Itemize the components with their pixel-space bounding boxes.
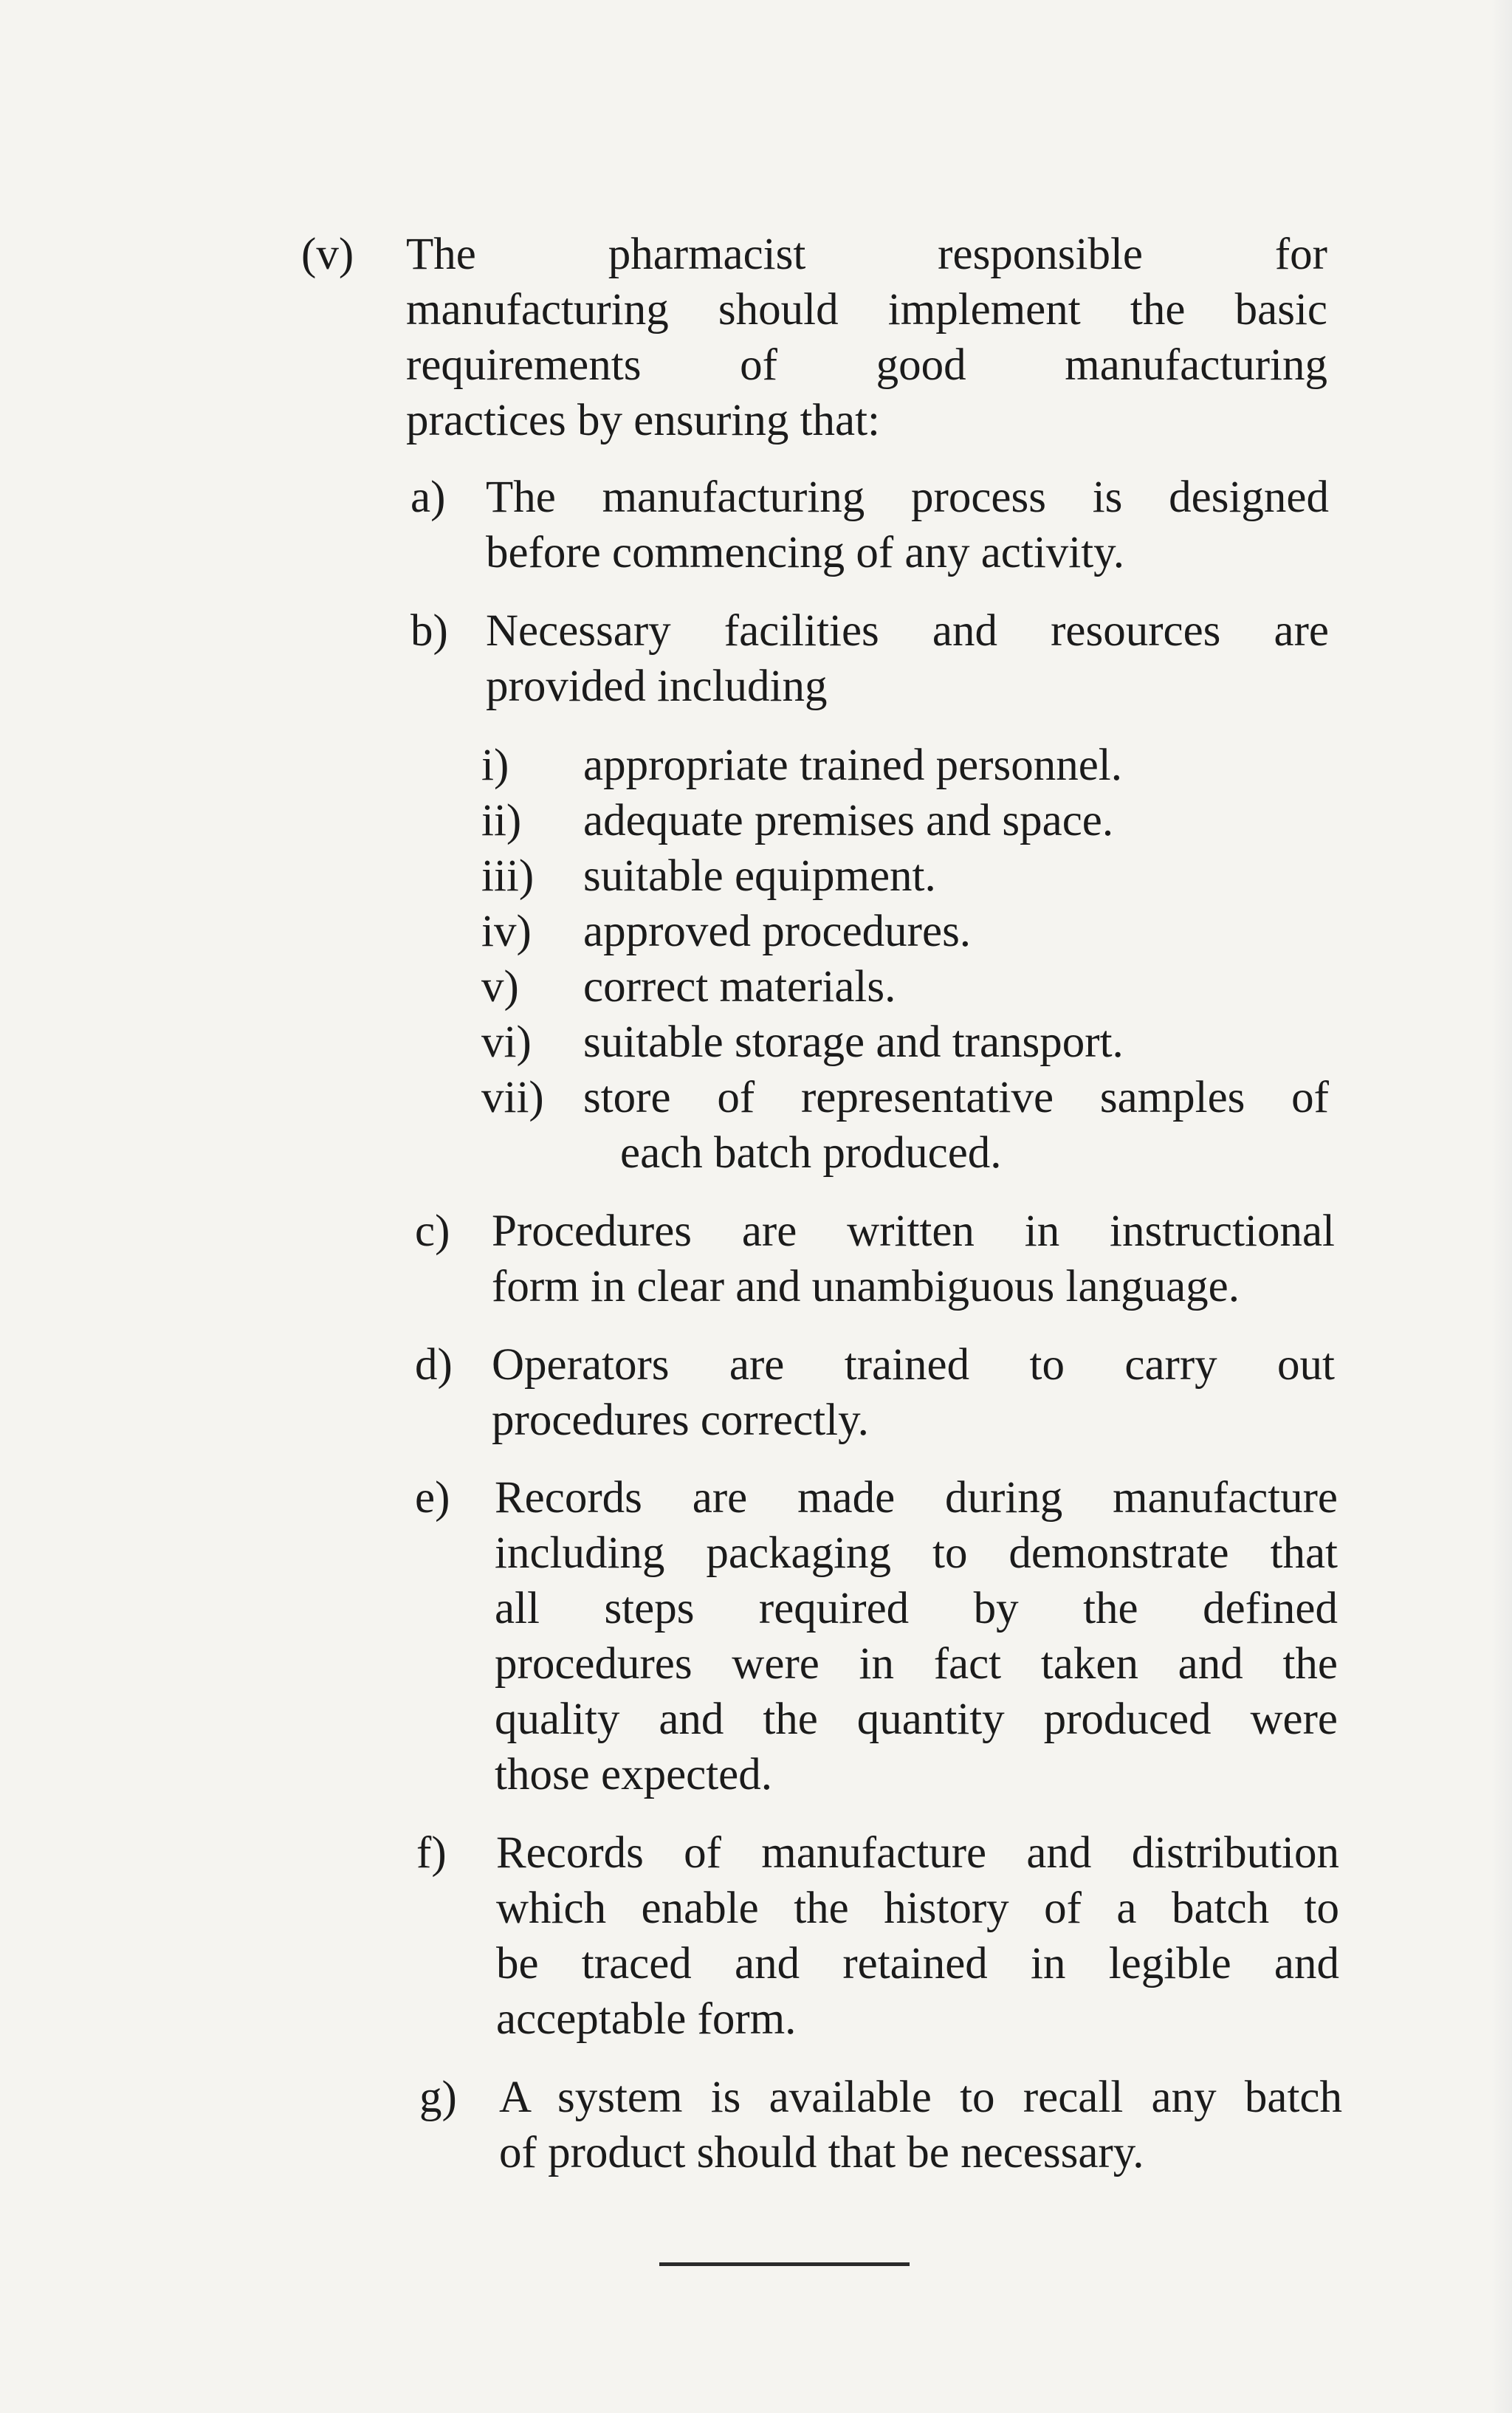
item-line: form in clear and unambiguous language. [492, 1262, 1240, 1311]
subitem-line: correct materials. [583, 962, 896, 1012]
subitem-marker: v) [481, 962, 519, 1012]
subitem-line: adequate premises and space. [583, 796, 1114, 845]
item-marker: g) [419, 2073, 457, 2122]
item-line: including packaging to demonstrate that [495, 1528, 1338, 1578]
item-line: those expected. [495, 1750, 773, 1799]
subitem-line: suitable storage and transport. [583, 1017, 1124, 1067]
item-line: provided including [486, 662, 828, 711]
item-line: acceptable form. [496, 1994, 797, 2044]
subitem-line: appropriate trained personnel. [583, 741, 1123, 790]
subitem-line: store of representative samples of [583, 1073, 1329, 1122]
item-line: procedures were in fact taken and the [495, 1639, 1338, 1689]
subitem-marker: iii) [481, 851, 535, 901]
subitem-line: each batch produced. [620, 1128, 1002, 1178]
item-line: Procedures are written in instructional [492, 1206, 1335, 1256]
section-line: The pharmacist responsible for [406, 230, 1327, 279]
item-line: be traced and retained in legible and [496, 1939, 1339, 1988]
item-line: before commencing of any activity. [486, 528, 1124, 577]
section-line: requirements of good manufacturing [406, 340, 1327, 390]
subitem-marker: vi) [481, 1017, 532, 1067]
subitem-marker: i) [481, 741, 509, 790]
section-line: practices by ensuring that: [406, 396, 880, 445]
subitem-marker: vii) [481, 1073, 544, 1122]
item-line: procedures correctly. [492, 1396, 869, 1445]
subitem-line: approved procedures. [583, 907, 972, 956]
scan-edge-shadow [1491, 0, 1512, 2413]
section-number: (v) [301, 230, 354, 279]
item-marker: f) [416, 1828, 447, 1878]
item-line: of product should that be necessary. [499, 2128, 1144, 2177]
item-line: Operators are trained to carry out [492, 1340, 1335, 1390]
item-marker: e) [415, 1473, 450, 1523]
item-line: Necessary facilities and resources are [486, 606, 1329, 656]
item-line: all steps required by the defined [495, 1584, 1338, 1633]
item-line: A system is available to recall any batch [499, 2073, 1342, 2122]
item-marker: a) [410, 473, 446, 522]
subitem-marker: iv) [481, 907, 532, 956]
item-line: Records of manufacture and distribution [496, 1828, 1339, 1878]
item-line: which enable the history of a batch to [496, 1884, 1339, 1933]
item-marker: d) [415, 1340, 453, 1390]
subitem-marker: ii) [481, 796, 522, 845]
subitem-line: suitable equipment. [583, 851, 936, 901]
item-line: The manufacturing process is designed [486, 473, 1329, 522]
end-rule [659, 2262, 910, 2266]
item-line: quality and the quantity produced were [495, 1695, 1338, 1744]
item-line: Records are made during manufacture [495, 1473, 1338, 1523]
section-line: manufacturing should implement the basic [406, 285, 1327, 334]
item-marker: b) [410, 606, 448, 656]
item-marker: c) [415, 1206, 450, 1256]
